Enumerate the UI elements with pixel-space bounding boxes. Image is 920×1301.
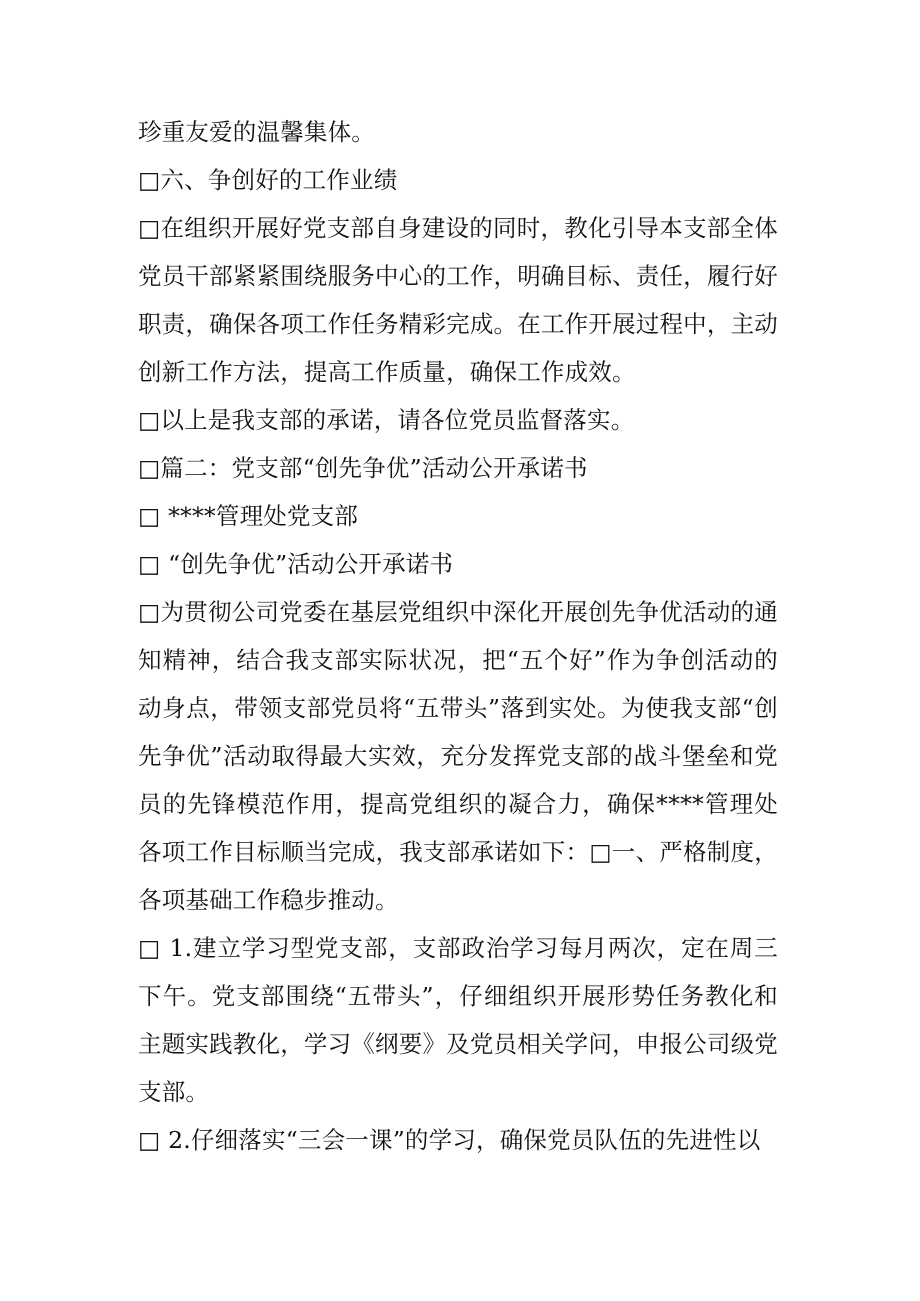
paragraph-8: □为贯彻公司党委在基层党组织中深化开展创先争优活动的通知精神，结合我支部实际状况，把“五个好”作为争创活动的动身点，带领支部党员将“五带头”落到实处。为使我支部“创先争优”活动取得最大实效，充分发挥党支部的战斗堡垒和党员的先锋模范作用，提高党组织的凝合力，确保****管理处各项工作目标顺当完成，我支部承诺如下：□一、严格制度，各项基础工作稳步推动。 <box>138 598 778 914</box>
paragraph-5: □篇二：党支部“创先争优”活动公开承诺书 <box>138 454 588 482</box>
paragraph-10: □ 2.仔细落实“三会一课”的学习，确保党员队伍的先进性以 <box>138 1126 761 1154</box>
paragraph-6: □ ****管理处党支部 <box>138 502 359 530</box>
paragraph-9: □ 1.建立学习型党支部，支部政治学习每月两次，定在周三下午。党支部围绕“五带头”，仔细组织开展形势任务教化和主题实践教化，学习《纲要》及党员相关学问，申报公司级党支部。 <box>138 934 778 1106</box>
paragraph-7: □ “创先争优”活动公开承诺书 <box>138 550 454 578</box>
document-body <box>138 108 778 1164</box>
paragraph-4: □以上是我支部的承诺，请各位党员监督落实。 <box>138 406 635 434</box>
paragraph-1: 珍重友爱的温馨集体。 <box>138 118 375 146</box>
paragraph-2: □六、争创好的工作业绩 <box>138 166 398 194</box>
paragraph-3: □在组织开展好党支部自身建设的同时，教化引导本支部全体党员干部紧紧围绕服务中心的工作，明确目标、责任，履行好职责，确保各项工作任务精彩完成。在工作开展过程中，主动创新工作方法，提高工作质量，确保工作成效。 <box>138 214 778 386</box>
